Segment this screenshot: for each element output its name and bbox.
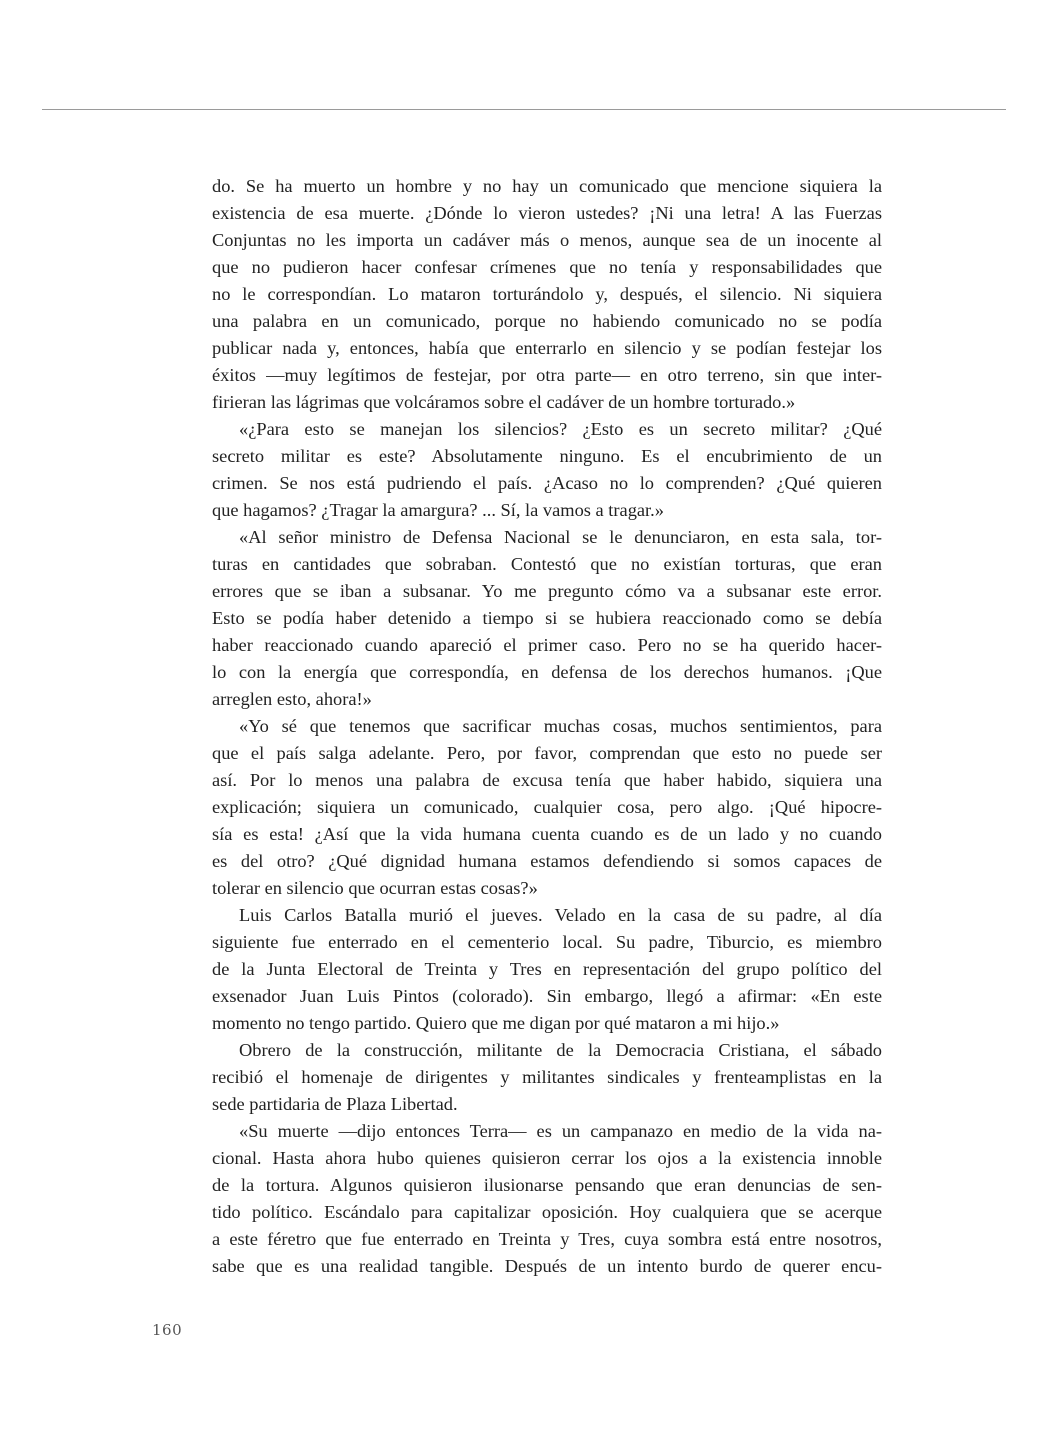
text-line: así. Por lo menos una palabra de excusa tenía que haber habido, siquiera una [212,770,882,790]
text-line: Conjuntas no les importa un cadáver más o menos, aunque sea de un inocente al [212,230,882,250]
text-line: lo con la energía que correspondía, en defensa de los derechos humanos. ¡Que [212,662,882,682]
text-line: existencia de esa muerte. ¿Dónde lo vieron ustedes? ¡Ni una letra! A las Fuerzas [212,203,882,223]
text-line: «Al señor ministro de Defensa Nacional se le denunciaron, en esta sala, tor- [239,527,882,547]
text-line: Esto se podía haber detenido a tiempo si se hubiera reaccionado como se debía [212,608,882,628]
text-line: haber reaccionado cuando apareció el primer caso. Pero no se ha querido hacer- [212,635,882,655]
text-line: «Su muerte —dijo entonces Terra— es un campanazo en medio de la vida na- [239,1121,882,1141]
text-line: secreto militar es este? Absolutamente ninguno. Es el encubrimiento de un [212,446,882,466]
text-line: es del otro? ¿Qué dignidad humana estamos defendiendo si somos capaces de [212,851,882,871]
text-line: a este féretro que fue enterrado en Treinta y Tres, cuya sombra está entre nosotros, [212,1229,882,1249]
text-line: sabe que es una realidad tangible. Después de un intento burdo de querer encu- [212,1256,882,1276]
text-line: do. Se ha muerto un hombre y no hay un comunicado que mencione siquiera la [212,176,882,196]
text-line: siguiente fue enterrado en el cementerio local. Su padre, Tiburcio, es miembro [212,932,882,952]
text-line: sede partidaria de Plaza Libertad. [212,1094,458,1114]
text-line: que hagamos? ¿Tragar la amargura? ... Sí, la vamos a tragar.» [212,500,664,520]
text-line: una palabra en un comunicado, porque no habiendo comunicado no se podía [212,311,882,331]
text-line: sía es esta! ¿Así que la vida humana cuenta cuando es de un lado y no cuando [212,824,882,844]
text-line: que el país salga adelante. Pero, por favor, comprendan que esto no puede ser [212,743,882,763]
text-line: errores que se iban a subsanar. Yo me pregunto cómo va a subsanar este error. [212,581,882,601]
text-line: crimen. Se nos está pudriendo el país. ¿Acaso no lo comprenden? ¿Qué quieren [212,473,882,493]
body-text [212,173,882,1280]
text-line: publicar nada y, entonces, había que enterrarlo en silencio y se podían festejar los [212,338,882,358]
text-line: «Yo sé que tenemos que sacrificar muchas cosas, muchos sentimientos, para [239,716,882,736]
text-line: Obrero de la construcción, militante de la Democracia Cristiana, el sábado [239,1040,882,1060]
text-line: cional. Hasta ahora hubo quienes quisieron cerrar los ojos a la existencia innoble [212,1148,882,1168]
text-line: Luis Carlos Batalla murió el jueves. Velado en la casa de su padre, al día [239,905,882,925]
header-rule [42,109,1006,110]
text-line: de la tortura. Algunos quisieron ilusionarse pensando que eran denuncias de sen- [212,1175,882,1195]
text-line: recibió el homenaje de dirigentes y militantes sindicales y frenteamplistas en la [212,1067,882,1087]
text-line: explicación; siquiera un comunicado, cualquier cosa, pero algo. ¡Qué hipocre- [212,797,882,817]
text-line: firieran las lágrimas que volcáramos sobre el cadáver de un hombre torturado.» [212,392,796,412]
text-line: turas en cantidades que sobraban. Contestó que no existían torturas, que eran [212,554,882,574]
page-number: 160 [152,1321,183,1339]
text-line: de la Junta Electoral de Treinta y Tres en representación del grupo político del [212,959,882,979]
text-line: «¿Para esto se manejan los silencios? ¿Esto es un secreto militar? ¿Qué [239,419,882,439]
text-line: momento no tengo partido. Quiero que me digan por qué mataron a mi hijo.» [212,1013,780,1033]
text-line: exsenador Juan Luis Pintos (colorado). Sin embargo, llegó a afirmar: «En este [212,986,882,1006]
text-line: que no pudieron hacer confesar crímenes que no tenía y responsabilidades que [212,257,882,277]
text-line: arreglen esto, ahora!» [212,689,372,709]
text-line: no le correspondían. Lo mataron torturándolo y, después, el silencio. Ni siquiera [212,284,882,304]
text-line: tolerar en silencio que ocurran estas cosas?» [212,878,538,898]
text-line: éxitos —muy legítimos de festejar, por otra parte— en otro terreno, sin que inter- [212,365,882,385]
text-line: tido político. Escándalo para capitalizar oposición. Hoy cualquiera que se acerque [212,1202,882,1222]
